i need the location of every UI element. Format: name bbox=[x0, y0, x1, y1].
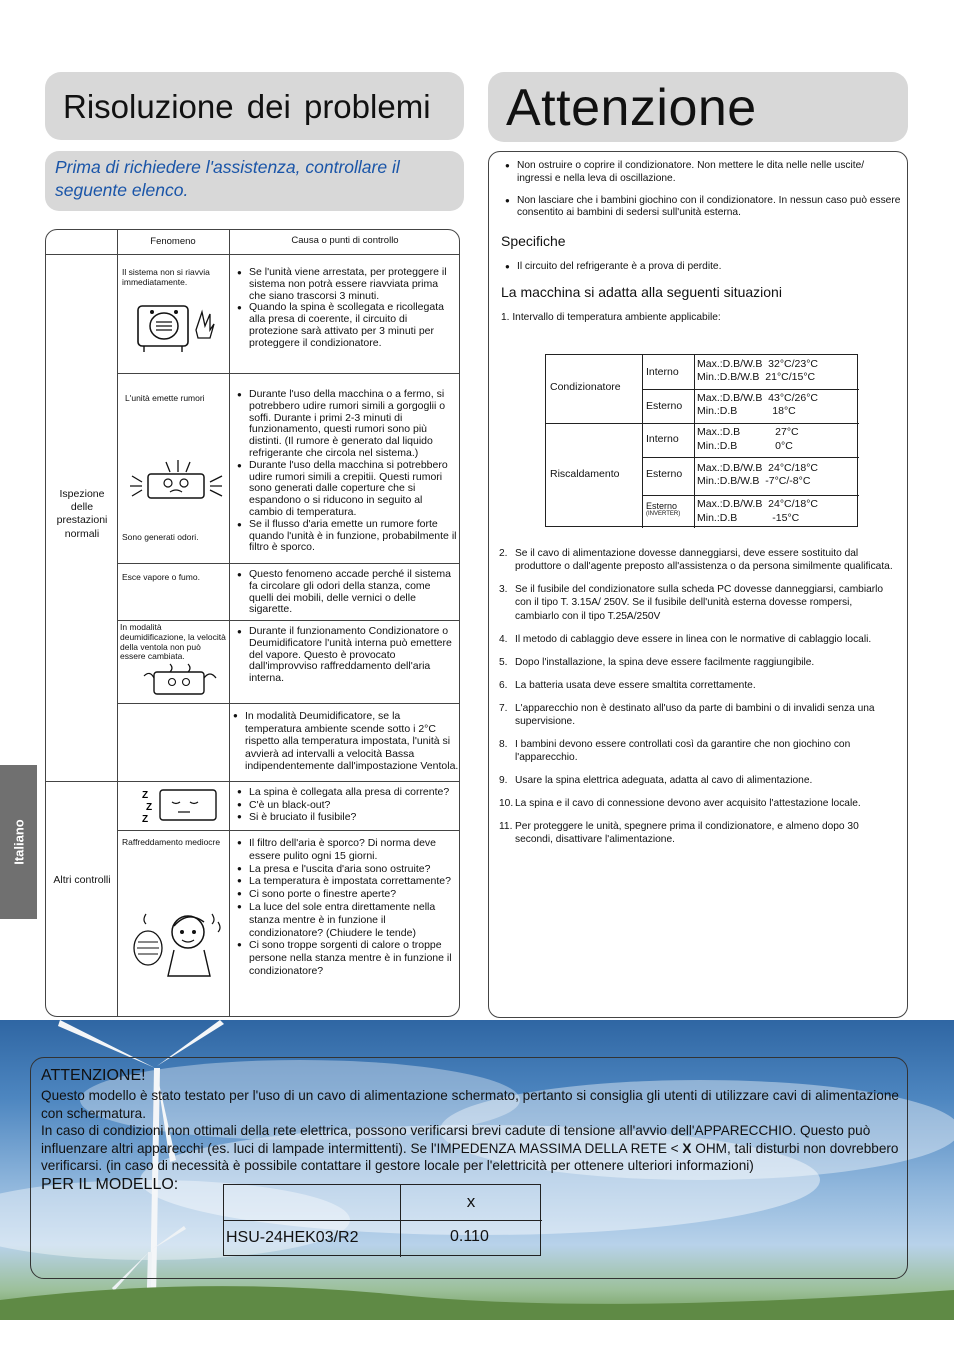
group-label-normal: Ispezione delle prestazioni normali bbox=[56, 488, 108, 540]
heat-indoor-max: Max.:D.B 27°C bbox=[697, 426, 799, 438]
steaming-unit-illustration bbox=[140, 662, 220, 700]
phenomenon-odors: Sono generati odori. bbox=[122, 532, 199, 542]
page-title: Risoluzione dei problemi bbox=[63, 88, 431, 125]
note-item: 3. Se il fusibile del condizionatore sulla scheda PC dovesse danneggiarsi, cambiarlo con il tipo T. 3.15A/ 250V. Se il fusibile dell'unità esterna dovesse rompersi, cambiarlo con il tipo T.25A/250V bbox=[499, 584, 884, 622]
group-label-other: Altri controlli bbox=[53, 874, 111, 886]
heat-inverter-max: Max.:D.B/W.B 24°C/18°C bbox=[697, 498, 819, 510]
numbered-notes bbox=[499, 547, 899, 856]
heat-outdoor-max: Max.:D.B/W.B 24°C/18°C bbox=[697, 462, 819, 474]
note-item: 6. La batteria usata deve essere smaltita correttamente. bbox=[499, 679, 756, 691]
cool-indoor-label: Interno bbox=[646, 366, 679, 378]
causes-noise: ● Durante l'uso della macchina o a fermo, si potrebbero udire rumori simili a gorgoglii o soffi. Durante i primi 2-3 minuti di funzionamento, questi rumori sono più distinti. (Il rumore è generato dal liquido refrigerante che circola nel sistema.) ● Durante l'uso della macchina si potrebbero udire rumori simili a crepitii. Questi rumori sono generati dalle coperture che si espandono o si riducono in seguito al cambio di temperatura. ● Se il flusso d'aria emette un rumore forte quando l'unità è in funzione, probabilmente il filtro è sporco. bbox=[237, 389, 457, 554]
note-item: 8. I bambini devono essere controllati così da garantire che non giochino con l'apparecchio. bbox=[499, 738, 851, 764]
heat-indoor-min: Min.:D.B 0°C bbox=[697, 440, 793, 452]
attention-bullets: ● Non ostruire o coprire il condizionatore. Non mettere le dita nelle nelle uscite/ ingressi e nella leva di oscillazione. ● Non lasciare che i bambini giochino con il condizionatore. In nessun caso può essere consentito ai bambini di sedersi sull'unità esterna. bbox=[505, 160, 901, 220]
section-header-attention bbox=[488, 72, 908, 142]
impedance-table bbox=[223, 1184, 541, 1256]
cool-outdoor-max: Max.:D.B/W.B 43°C/26°C bbox=[697, 392, 819, 404]
column-header-cause: Causa o punti di controllo bbox=[291, 235, 399, 246]
inverter-note: (INVERTER) bbox=[646, 511, 681, 517]
unit-timer-illustration bbox=[134, 300, 220, 354]
attention-title: Attenzione bbox=[506, 79, 757, 137]
temperature-range-table bbox=[545, 354, 858, 527]
impedance-column-header: x bbox=[466, 1192, 476, 1211]
note-item: 10. La spina e il cavo di connessione devono aver acquisito l'attestazione locale. bbox=[499, 798, 861, 810]
range-title: 1. Intervallo di temperatura ambiente applicabile: bbox=[501, 312, 721, 323]
svg-text:Z: Z bbox=[146, 802, 153, 813]
causes-steam: ● Questo fenomeno accade perché il sistema fa circolare gli odori della stanza, come quelli dei mobili, delle vernici o delle sigarette. bbox=[237, 569, 457, 616]
impedance-value: 0.110 bbox=[450, 1228, 489, 1245]
warning-paragraph-2: In caso di condizioni non ottimali della rete elettrica, possono verificarsi brevi cadute di tensione all'avvio dell'APPARECCHIO. Questo può influenzare altri apparecchi (es. luci di lampade intermittenti). Se l'IMPEDENZA MASSIMA DELLA RETE < X OHM, tali disturbi non dovrebbero verificarsi. (in caso di necessità è possibile contattare il gestore locale per l'elettricità per ottenere ulteriori informazioni) bbox=[41, 1123, 899, 1173]
causes-poor-cooling: ● Il filtro dell'aria è sporco? Di norma deve essere pulito ogni 15 giorni. ● La presa e l'uscita d'aria sono ostruite? ● La temperatura è impostata correttamente? ● Ci sono porte o finestre aperte? ● La luce del sole entra direttamente nella stanza mentre è in funzione il condizionatore? (Chiudere le tende) ● Ci sono troppe sorgenti di calore o troppe persone nella stanza mentre è in funzione il condizionatore? bbox=[237, 837, 460, 978]
heat-indoor-label: Interno bbox=[646, 433, 679, 445]
heat-inverter-min: Min.:D.B -15°C bbox=[697, 512, 800, 524]
cool-outdoor-min: Min.:D.B 18°C bbox=[697, 405, 796, 417]
warning-paragraph-1: Questo modello è stato testato per l'uso di un cavo di alimentazione schermato, pertanto si consiglia gli utenti di utilizzare cavi di alimentazione con schermatura. bbox=[41, 1088, 899, 1121]
adapt-title: La macchina si adatta alla seguenti situazioni bbox=[501, 284, 782, 300]
causes-dehumidifier: ● In modalità Deumidificatore, se la temperatura ambiente scende sotto i 2°C rispetto alla temperatura impostata, l'unità si avvierà ad intervalli a velocità Bassa indipendentemente dall'impostazione Ventola. bbox=[233, 710, 459, 773]
note-item: 11. Per proteggere le unità, spegnere prima il condizionatore, e almeno dopo 30 secondi, disattivare l'alimentazione. bbox=[499, 821, 859, 846]
intro-note: Prima di richiedere l'assistenza, controllare il seguente elenco. bbox=[45, 151, 464, 211]
phenomenon-fan-speed: In modalità deumidificazione, la velocità della ventola non può essere cambiata. bbox=[120, 622, 226, 662]
troubleshooting-table bbox=[45, 229, 460, 1017]
section-header-troubleshooting bbox=[45, 72, 464, 140]
cool-indoor-min: Min.:D.B/W.B 21°C/15°C bbox=[697, 371, 816, 383]
svg-text:Z: Z bbox=[142, 790, 149, 801]
heat-outdoor-min: Min.:D.B/W.B -7°C/-8°C bbox=[697, 475, 811, 487]
model-name: HSU-24HEK03/R2 bbox=[226, 1229, 359, 1246]
phenomenon-poor-cooling: Raffreddamento mediocre bbox=[122, 837, 221, 847]
model-label: PER IL MODELLO: bbox=[41, 1176, 179, 1193]
phenomenon-noise: L'unità emette rumori bbox=[125, 393, 205, 403]
cool-indoor-max: Max.:D.B/W.B 32°C/23°C bbox=[697, 358, 819, 370]
shielded-cable-warning bbox=[30, 1057, 908, 1279]
attention-panel bbox=[488, 151, 908, 1018]
note-item: 7. L'apparecchio non è destinato all'uso da parte di bambini o di invalidi senza una supervisione. bbox=[499, 702, 875, 727]
mode-cooling: Condizionatore bbox=[550, 381, 621, 393]
heat-outdoor-inverter-label: Esterno bbox=[646, 501, 678, 511]
svg-text:Z: Z bbox=[142, 814, 149, 825]
warning-title: ATTENZIONE! bbox=[41, 1067, 146, 1084]
spec-title: Specifiche bbox=[501, 233, 566, 249]
note-item: 2. Se il cavo di alimentazione dovesse danneggiarsi, deve essere sostituito dal produttore o dall'agente preposto all'assistenza o da persona similmente qualificata. bbox=[499, 548, 893, 573]
heat-outdoor-label: Esterno bbox=[646, 468, 683, 480]
sleeping-unit-illustration bbox=[138, 786, 220, 826]
note-item: 5. Dopo l'installazione, la spina deve essere facilmente raggiungibile. bbox=[499, 656, 815, 668]
language-tab bbox=[0, 765, 37, 919]
causes-fan-speed: ● Durante il funzionamento Condizionatore o Deumidificatore l'unità interna può emettere del vapore. Questo è provocato dall'improvviso raffreddamento dell'aria interna. bbox=[237, 626, 457, 685]
causes-no-power: ● La spina è collegata alla presa di corrente? ● C'è un black-out? ● Si è bruciato il fusibile? bbox=[237, 786, 460, 824]
spec-bullets: ● Il circuito del refrigerante è a prova di perdite. bbox=[505, 261, 901, 273]
hot-person-illustration bbox=[126, 906, 226, 978]
mode-heating: Riscaldamento bbox=[550, 468, 620, 480]
noisy-unit-illustration bbox=[128, 458, 224, 508]
phenomenon-steam: Esce vapore o fumo. bbox=[122, 572, 200, 582]
language-tab-label: Italiano bbox=[11, 819, 26, 865]
note-item: 4. Il metodo di cablaggio deve essere in linea con le normative di cablaggio locali. bbox=[499, 633, 872, 645]
column-header-phenomenon: Fenomeno bbox=[150, 236, 196, 247]
note-item: 9. Usare la spina elettrica adeguata, adatta al cavo di alimentazione. bbox=[499, 775, 813, 787]
causes-no-restart: ● Se l'unità viene arrestata, per proteggere il sistema non potrà essere riavviata prima che siano trascorsi 3 minuti. ● Quando la spina è scollegata e ricollegata alla presa di coerente, il circuito di protezione sarà attivato per 3 minuti per proteggere il condizionatore. bbox=[237, 267, 457, 350]
cool-outdoor-label: Esterno bbox=[646, 400, 683, 412]
phenomenon-no-restart: Il sistema non si riavvia immediatamente. bbox=[122, 267, 210, 287]
